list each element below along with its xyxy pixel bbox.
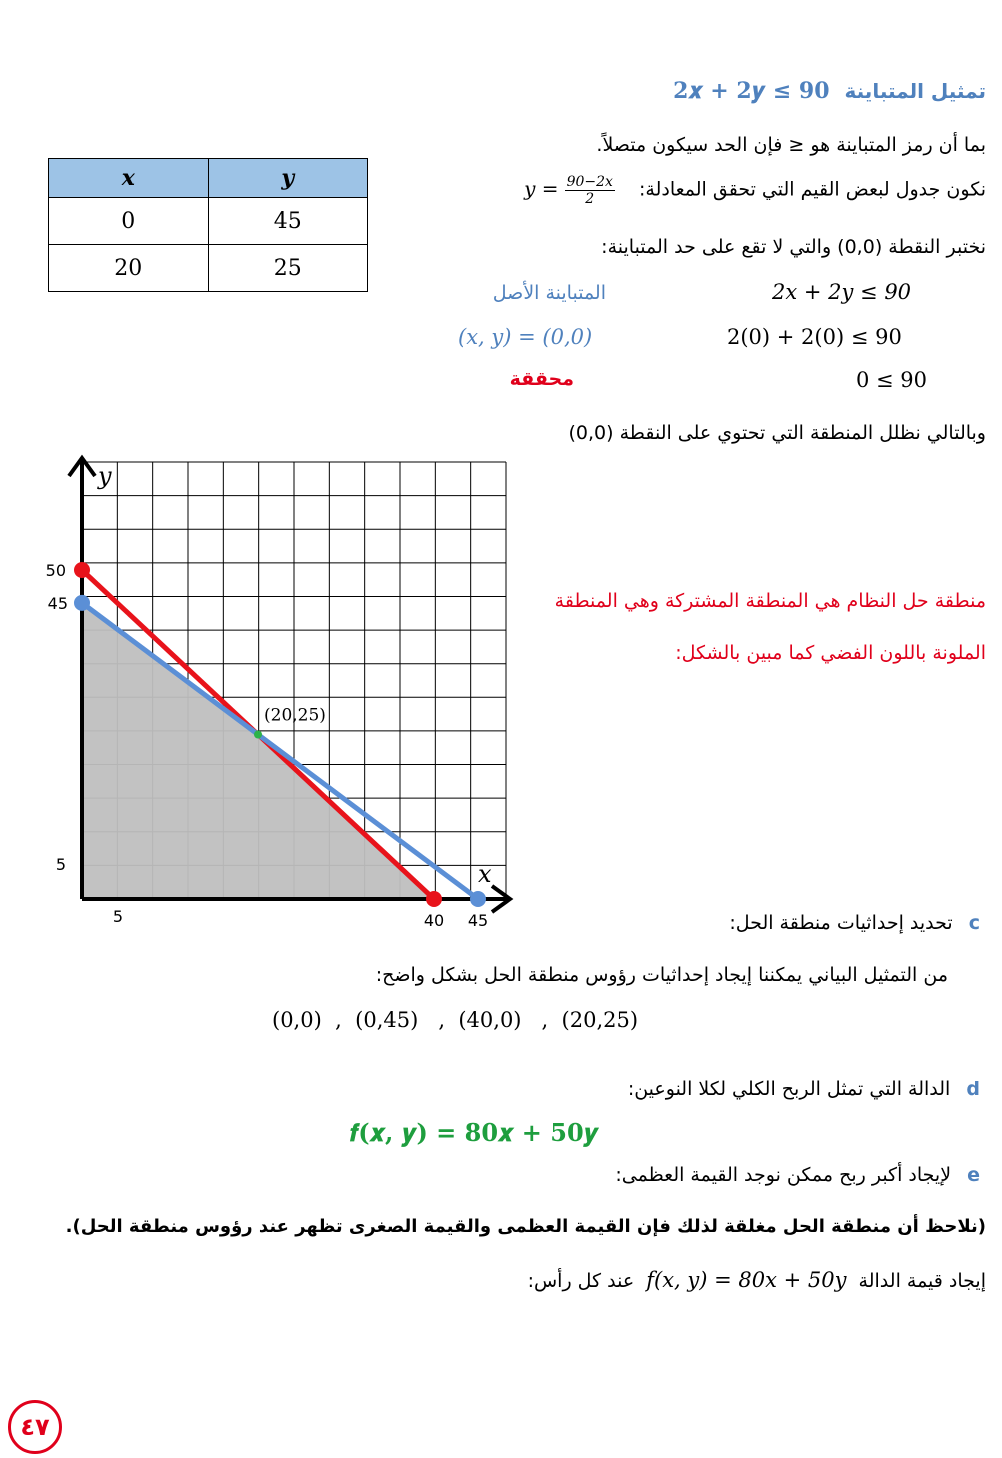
x-tick-label: 40 <box>423 911 445 930</box>
page-number-badge <box>8 1400 62 1454</box>
test-row3-note: محققة <box>509 368 574 390</box>
part-c-title <box>729 912 980 934</box>
equation-denominator: 2 <box>585 191 595 207</box>
equation-numerator: 90−2x <box>566 174 613 190</box>
part-e-letter: e <box>967 1164 980 1186</box>
values-table <box>48 158 368 292</box>
table-header-y: y <box>208 159 368 198</box>
inequality-graph <box>0 450 520 930</box>
part-d-title <box>628 1078 980 1100</box>
region-note-line1: منطقة حل النظام هي المنطقة المشتركة وهي المنطقة <box>554 590 986 612</box>
table-cell: 25 <box>208 245 368 292</box>
page-number: ٤٧ <box>20 1413 50 1441</box>
part-e-eval-suffix: عند كل رأس: <box>527 1270 635 1292</box>
test-row1-math: 2x + 2y ≤ 90 <box>772 280 912 304</box>
x-tick-label: 5 <box>112 907 124 926</box>
intersection-label: (20,25) <box>264 705 326 726</box>
x-axis-label: x <box>478 860 492 888</box>
y-tick-label: 5 <box>55 855 66 874</box>
table-header-row <box>49 159 368 198</box>
table-intro-text: نكون جدول لبعض القيم التي تحقق المعادلة: <box>638 178 986 201</box>
test-row2-math <box>727 325 902 349</box>
part-e-title <box>615 1164 980 1186</box>
table-header-x: x <box>49 159 209 198</box>
blue-x-intercept-point <box>470 891 486 907</box>
test-row2-expression: 2(0) + 2(0) ≤ 90 <box>727 325 902 349</box>
test-point-text: نختبر النقطة (0,0) والتي لا تقع على حد المتباينة: <box>601 236 986 258</box>
test-row2-note: (x, y) = (0,0) <box>458 325 593 349</box>
table-row <box>49 198 368 245</box>
part-e-eval-math: f(x, y) = 80x + 50y <box>646 1268 847 1292</box>
feasible-region <box>82 603 434 899</box>
y-tick-label: 45 <box>47 593 68 613</box>
table-cell: 45 <box>208 198 368 245</box>
boundary-line-text: بما أن رمز المتباينة هو ≤ فإن الحد سيكون متصلاً. <box>596 134 986 156</box>
blue-y-intercept-point <box>74 595 90 611</box>
table-cell: 20 <box>49 245 209 292</box>
x-tick-label: 45 <box>467 911 489 930</box>
test-row3-math: 0 ≤ 90 <box>856 368 928 392</box>
equation-fraction <box>565 174 615 207</box>
part-e-note: (نلاحظ أن منطقة الحل مغلقة لذلك فإن القيمة العظمى والقيمة الصغرى تظهر عند رؤوس منطقة الحل). <box>65 1216 986 1237</box>
red-y-intercept-point <box>74 562 90 578</box>
shade-instruction: وبالتالي نظلل المنطقة التي تحتوي على النقطة (0,0) <box>568 422 986 444</box>
part-e-eval <box>528 1268 986 1292</box>
equation-lhs: y = <box>524 176 559 201</box>
equation <box>524 174 615 207</box>
table-cell: 0 <box>49 198 209 245</box>
y-tick-label: 50 <box>45 561 66 580</box>
part-e-eval-prefix: إيجاد قيمة الدالة <box>858 1270 986 1292</box>
part-d-title-text: الدالة التي تمثل الربح الكلي لكلا النوعين: <box>627 1078 951 1100</box>
heading-label: تمثيل المتباينة <box>844 79 986 103</box>
part-c-vertices: (0,0) , (0,45) , (40,0) , (20,25) <box>272 1008 639 1032</box>
part-c-desc: من التمثيل البياني يمكننا إيجاد إحداثيات رؤوس منطقة الحل بشكل واضح: <box>375 964 948 986</box>
part-e-title-text: لإيجاد أكبر ربح ممكن نوجد القيمة العظمى: <box>615 1164 952 1186</box>
part-d-letter: d <box>966 1078 980 1100</box>
y-axis-label: y <box>98 462 112 490</box>
intersection-point <box>254 731 262 739</box>
red-x-intercept-point <box>426 891 442 907</box>
table-row <box>49 245 368 292</box>
table-intro <box>524 174 986 207</box>
heading-inequality: 2𝒙 + 2𝒚 ≤ 90 <box>673 78 830 104</box>
profit-function: 𝒇(𝒙, 𝒚) = 𝟖𝟎𝒙 + 𝟓𝟎𝒚 <box>350 1118 599 1147</box>
part-c-letter: c <box>968 912 980 934</box>
region-note-line2: الملونة باللون الفضي كما مبين بالشكل: <box>675 642 986 664</box>
part-c-title-text: تحديد إحداثيات منطقة الحل: <box>729 912 953 934</box>
section-heading <box>673 78 986 104</box>
test-row1-note: المتباينة الأصل <box>492 282 606 304</box>
